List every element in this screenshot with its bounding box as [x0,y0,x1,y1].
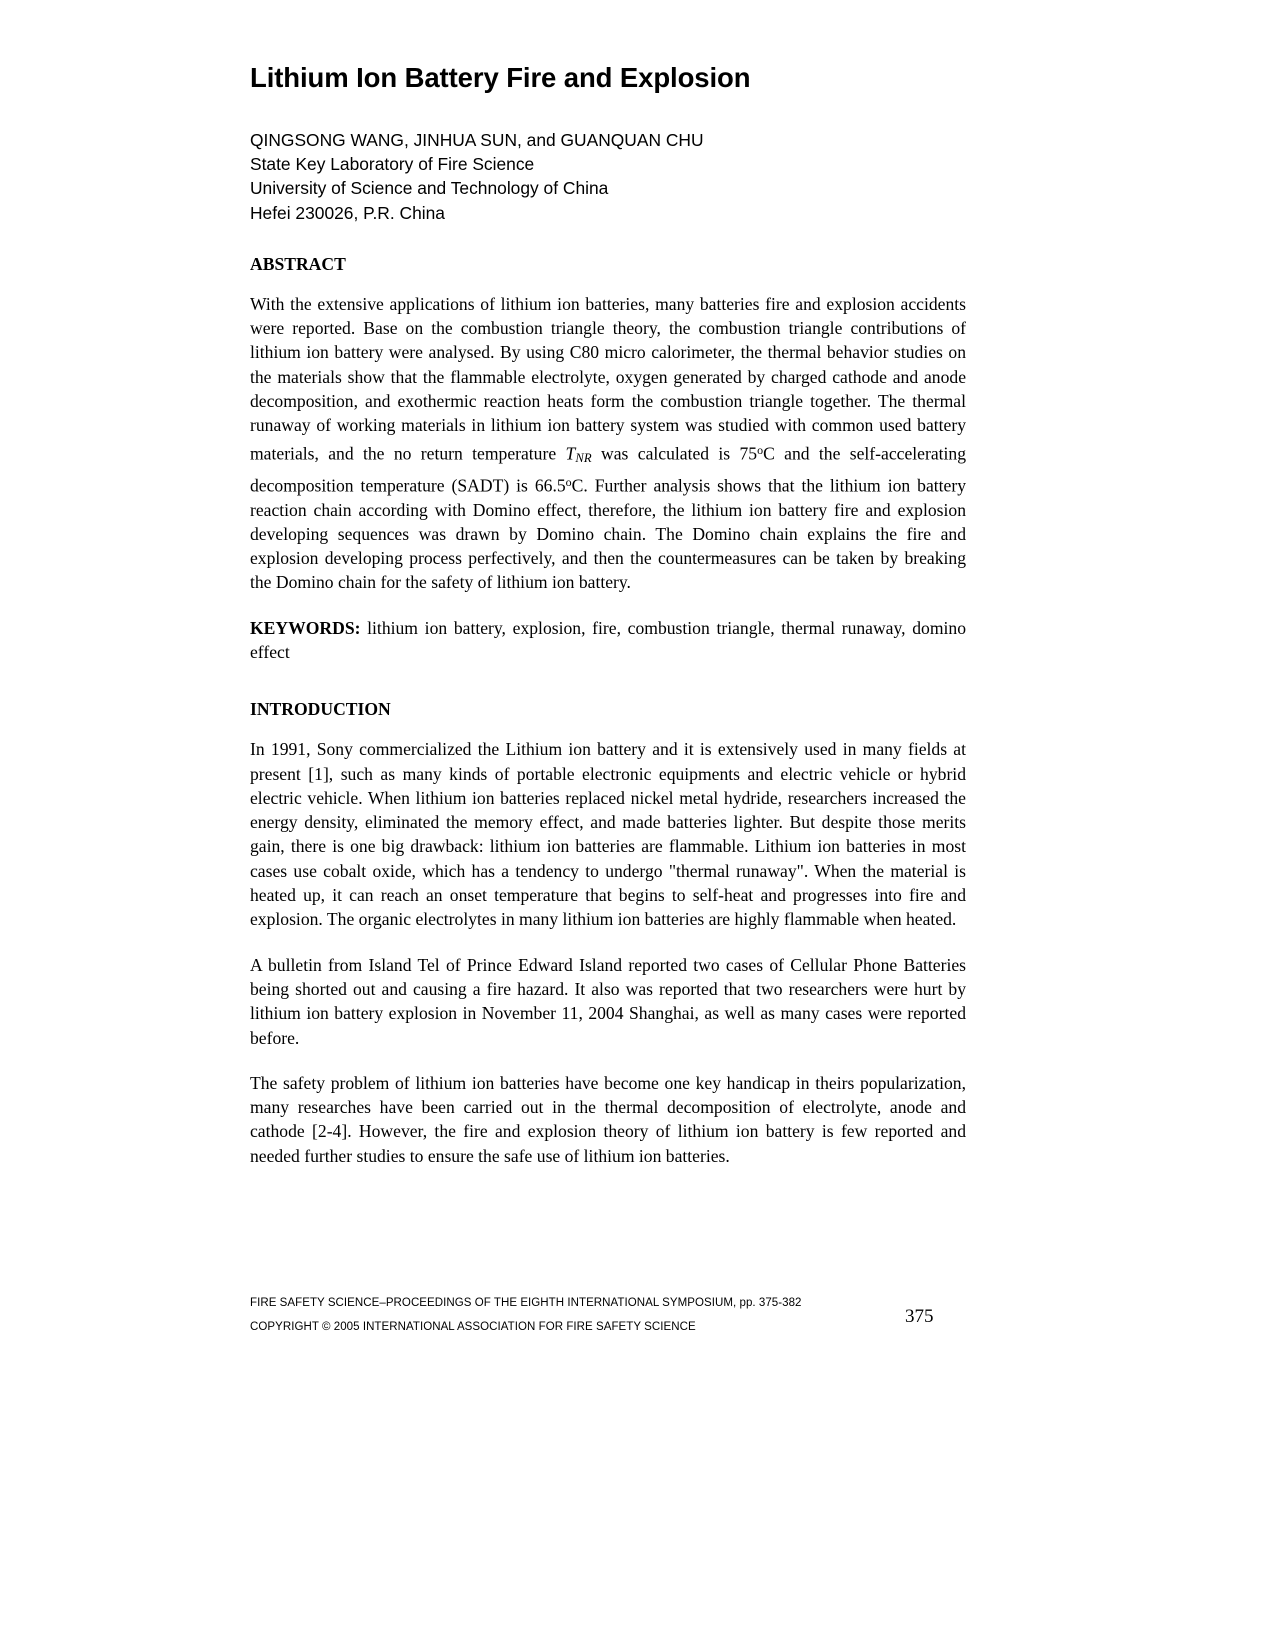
author-block [250,128,966,225]
page-footer [250,1290,966,1338]
author-names: QINGSONG WANG, JINHUA SUN, and GUANQUAN CHU [250,130,704,150]
keywords-text: lithium ion battery, explosion, fire, combustion triangle, thermal runaway, domino effect [250,617,966,662]
affiliation-university: University of Science and Technology of China [250,178,609,199]
affiliation-address: Hefei 230026, P.R. China [250,202,445,223]
keywords-paragraph [250,616,966,665]
abstract-text-part-1: With the extensive applications of lithium ion batteries, many batteries fire and explosion accidents were reported. Base on the combustion triangle theory, the combustion triangle contributions of lithium ion battery were analysed. By using C80 micro calorimeter, the thermal behavior studies on the materials show that the flammable electrolyte, oxygen generated by charged cathode and anode decomposition, and exothermic reaction heats form the combustion triangle together. The thermal runaway of working materials in lithium ion battery system was studied with common used battery materials, and the no return temperature [250,293,966,463]
introduction-heading: INTRODUCTION [250,699,391,720]
footer-copyright-line: COPYRIGHT © 2005 INTERNATIONAL ASSOCIATION FOR FIRE SAFETY SCIENCE [250,1319,696,1333]
footer-proceedings-line: FIRE SAFETY SCIENCE–PROCEEDINGS OF THE EIGHTH INTERNATIONAL SYMPOSIUM, pp. 375-382 [250,1295,802,1309]
abstract-text-part-2: was calculated is 75 [591,442,758,463]
page-title: Lithium Ion Battery Fire and Explosion [250,62,751,93]
degree-sign-icon-2: o [565,474,572,489]
keywords-label: KEYWORDS: [250,617,361,638]
abstract-text-part-4: C. Further analysis shows that the lithium ion battery reaction chain according with Domino effect, therefore, the lithium ion battery fire and explosion developing sequences was drawn by Domino chain. The Domino chain explains the fire and explosion developing process perfectively, and then the countermeasures can be taken by breaking the Domino chain for the safety of lithium ion battery. [250,475,966,593]
page-number: 375 [905,1306,934,1327]
document-content [250,62,966,1168]
symbol-t-nr: T [565,442,576,463]
abstract-heading: ABSTRACT [250,253,346,274]
introduction-paragraph-3: The safety problem of lithium ion batteries have become one key handicap in theirs popularization, many researches have been carried out in the thermal decomposition of electrolyte, anode and cathode [2-4]. However, the fire and explosion theory of lithium ion battery is few reported and needed further studies to ensure the safe use of lithium ion batteries. [250,1072,966,1166]
abstract-text-part-3: C and the self-accelerating decomposition temperature (SADT) is 66.5 [250,442,967,496]
degree-sign-icon: o [757,442,764,457]
introduction-paragraph-1: In 1991, Sony commercialized the Lithium ion battery and it is extensively used in many fields at present [1], such as many kinds of portable electronic equipments and electric vehicle or hybrid electric vehicle. When lithium ion batteries replaced nickel metal hydride, researchers increased the energy density, eliminated the memory effect, and made batteries lighter. But despite those merits gain, there is one big drawback: lithium ion batteries are flammable. Lithium ion batteries in most cases use cobalt oxide, which has a tendency to undergo "thermal runaway". When the material is heated up, it can reach an onset temperature that begins to self-heat and progresses into fire and explosion. The organic electrolytes in many lithium ion batteries are highly flammable when heated. [250,739,966,930]
abstract-paragraph [250,292,966,595]
symbol-t-nr-subscript: NR [575,450,592,465]
affiliation-laboratory: State Key Laboratory of Fire Science [250,154,535,175]
introduction-paragraph-2: A bulletin from Island Tel of Prince Edward Island reported two cases of Cellular Phone Batteries being shorted out and causing a fire hazard. It also was reported that two researchers were hurt by lithium ion battery explosion in November 11, 2004 Shanghai, as well as many cases were reported before. [250,954,966,1048]
